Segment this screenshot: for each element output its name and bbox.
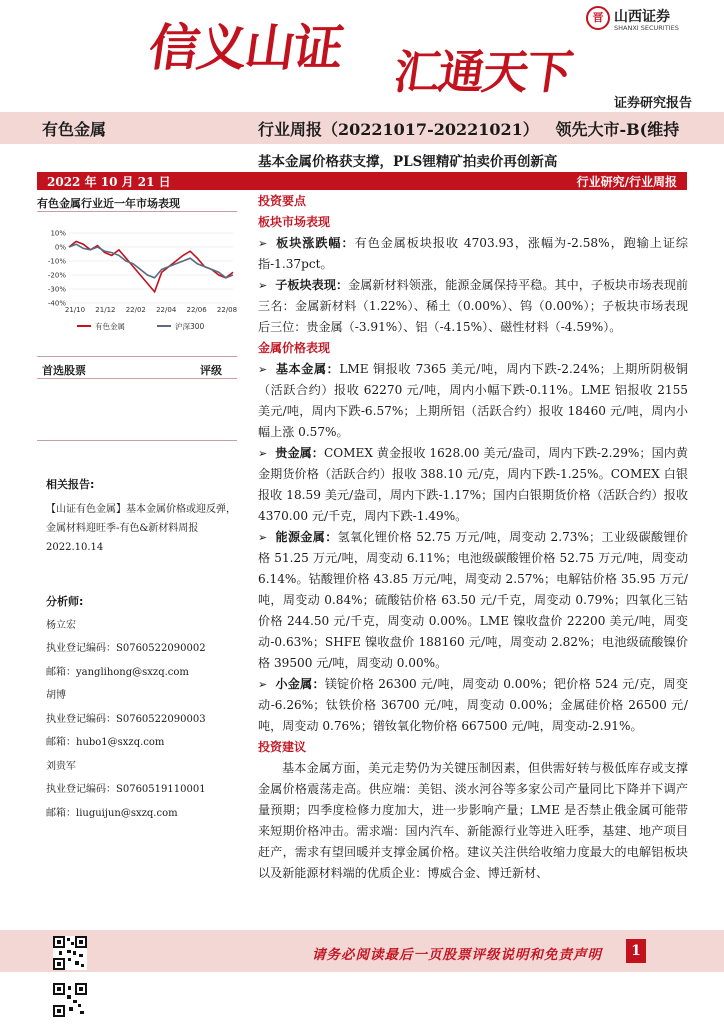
slogan-right: 汇通天下 (390, 45, 575, 99)
related-label: 相关报告: (46, 478, 95, 491)
arrow-bullet-icon: ➢ (258, 678, 268, 691)
analysts-label: 分析师: (46, 595, 84, 608)
arrow-bullet-icon: ➢ (258, 279, 268, 292)
analyst-email[interactable]: 邮箱：hubo1@sxzq.com (46, 737, 165, 748)
main-content (258, 191, 688, 884)
analyst-name: 胡博 (46, 690, 66, 701)
divider (37, 211, 237, 212)
paragraph-energy-metals: ➢ 能源金属：氢氧化锂价格 52.75 万元/吨，周变动 2.73%；工业级碳酸锂价格 51.25 万元/吨，周变动 6.11%；电池级碳酸锂价格 52.75 万元/吨，周变动 6.14%。钴酸锂价格 43.85 万元/吨，周变动 2.57%；电解钴价格 35.95 万元/吨，周变动 0.84%；硫酸钴价格 63.50 元/千克，周变动 0.79%；四氧化三钴价格 244.50 元/千克，周变动 0.00%。LME 镍收盘价 22200 美元/吨，周变动-0.63%；SHFE 镍收盘价 188160 元/吨，周变动 2.82%；电池级硫酸镍价格 39500 元/吨，周变动 0.00%。 (258, 530, 688, 670)
arrow-bullet-icon: ➢ (258, 363, 268, 376)
section-price: 金属价格表现 (258, 341, 331, 355)
rating-label: 评级 (200, 364, 222, 377)
y-tick-label: 10% (50, 229, 66, 238)
chart-title: 有色金属行业近一年市场表现 (37, 197, 180, 210)
report-title-text: 行业周报（20221017-20221021） (258, 120, 539, 139)
divider (37, 440, 237, 441)
paragraph-precious-metals: ➢ 贵金属：COMEX 黄金报收 1628.00 美元/盎司，周内下跌-2.29%；国内黄金期货价格（活跃合约）报收 388.10 元/克，周内下跌-1.25%。COMEX 白银报收 18.59 美元/盎司，周内下跌-1.17%；国内白银期货价格（活跃合约）报收 4370.00 元/千克，周内下跌-1.49%。 (258, 446, 688, 523)
logo-english: SHANXI SECURITIES (614, 24, 679, 32)
section-invest-points: 投资要点 (258, 194, 307, 208)
disclaimer-notice: 请务必阅读最后一页股票评级说明和免责声明 (312, 947, 602, 963)
arrow-bullet-icon: ➢ (258, 447, 268, 460)
analyst-name: 刘贵军 (46, 760, 76, 772)
analyst-email[interactable]: 邮箱：yanglihong@sxzq.com (46, 666, 189, 678)
section-invest: 投资建议 (258, 740, 307, 754)
x-tick-label: 22/06 (186, 306, 207, 314)
paragraph-sector-change: ➢ 板块涨跌幅：有色金属板块报收 4703.93，涨幅为-2.58%，跑输上证综指-1.37pct。 (258, 236, 688, 271)
picks-header (42, 362, 222, 378)
y-tick-label: -20% (47, 271, 66, 280)
report-subtitle: 基本金属价格获支撑，PLS锂精矿拍卖价再创新高 (258, 154, 558, 170)
related-report-link[interactable]: 【山证有色金属】基本金属价格或迎反弹，金属材料迎旺季-有色&新材料周报 2022.10.14 (46, 504, 236, 553)
report-category: 行业研究/行业周报 (576, 175, 677, 189)
report-title (258, 117, 679, 140)
analyst-cert: 执业登记编码：S0760522090003 (46, 713, 206, 725)
arrow-bullet-icon: ➢ (258, 237, 268, 250)
x-tick-label: 22/08 (216, 306, 237, 314)
y-tick-label: -30% (47, 285, 66, 294)
rating-text: 领先大市-B(维持 (555, 120, 680, 139)
paragraph-invest-advice: 基本金属方面，美元走势仍为关键压制因素，但供需好转与极低库存或支撑金属价格震荡走高。供应端：美铝、淡水河谷等多家公司产量同比下降并下调产量预期；四季度检修力度加大，进一步影响产量；LME 是否禁止俄金属可能带来短期价格冲击。需求端：国内汽车、新能源行业等进入旺季，基建、地产项目赶产，需求有望回暖并支撑金属价格。建议关注供给收缩力度最大的电解铝板块以及新能源材料端的优质企业：博威合金、博迁新材、 (258, 761, 688, 880)
x-tick-label: 21/10 (64, 306, 86, 314)
logo-emblem-icon: 晋 (586, 6, 610, 30)
paragraph-minor-metals: ➢ 小金属：镁锭价格 26300 元/吨，周变动 0.00%；钯价格 524 元/克，周变动-6.26%；钛铁价格 36700 元/吨，周变动 0.00%；金属硅价格 26500 元/吨，周变动 0.76%；镨钕氧化物价格 667500 元/吨，周变动-2.91%。 (258, 677, 688, 733)
x-tick-label: 21/12 (95, 306, 116, 314)
qr-code-icon (53, 983, 87, 1017)
qr-code-icon (53, 936, 87, 970)
sector-name: 有色金属 (42, 120, 107, 139)
y-tick-label: 0% (54, 243, 66, 252)
y-tick-label: -40% (47, 299, 66, 308)
picks-label: 首选股票 (42, 364, 86, 377)
date-bar (37, 172, 687, 190)
paragraph-base-metals: ➢ 基本金属：LME 铜报收 7365 美元/吨，周内下跌-2.24%；上期所阴极铜（活跃合约）报收 62270 元/吨，周内小幅下跌-0.11%。LME 铝报收 2155 美元/吨，周内下跌-6.57%；上期所铝（活跃合约）报收 18460 元/吨，周内小幅上涨 0.57%。 (258, 362, 688, 439)
x-tick-label: 22/02 (125, 306, 146, 314)
analyst-cert: 执业登记编码：S0760519110001 (46, 784, 206, 795)
company-logo (586, 6, 696, 34)
y-tick-label: -10% (47, 257, 66, 266)
slogan-left: 信义山证 (145, 18, 346, 77)
logo-name: 山西证券 (614, 9, 670, 25)
legend-label: 沪深300 (175, 322, 205, 331)
legend-label: 有色金属 (95, 322, 125, 331)
analyst-name: 杨立宏 (46, 619, 76, 631)
page-number: 1 (626, 939, 646, 963)
x-tick-label: 22/04 (156, 306, 177, 314)
analyst-email[interactable]: 邮箱：liuguijun@sxzq.com (46, 807, 178, 819)
report-type: 证券研究报告 (613, 96, 692, 111)
analysts-block (46, 590, 236, 825)
analyst-cert: 执业登记编码：S0760522090002 (46, 643, 206, 654)
related-reports (46, 475, 236, 557)
divider (37, 356, 237, 357)
paragraph-sub-sectors: ➢ 子板块表现：金属新材料领涨，能源金属保持平稳。其中，子板块市场表现前三名：金属新材料（1.22%）、稀土（0.00%）、钨（0.00%）；子板块市场表现后三位：贵金属（-3.91%）、铝（-4.15%）、磁性材料（-4.59%）。 (258, 278, 688, 334)
report-date: 2022 年 10 月 21 日 (47, 175, 171, 189)
arrow-bullet-icon: ➢ (258, 531, 268, 544)
divider (37, 378, 237, 379)
market-performance-chart (37, 225, 237, 335)
section-market: 板块市场表现 (258, 215, 331, 229)
